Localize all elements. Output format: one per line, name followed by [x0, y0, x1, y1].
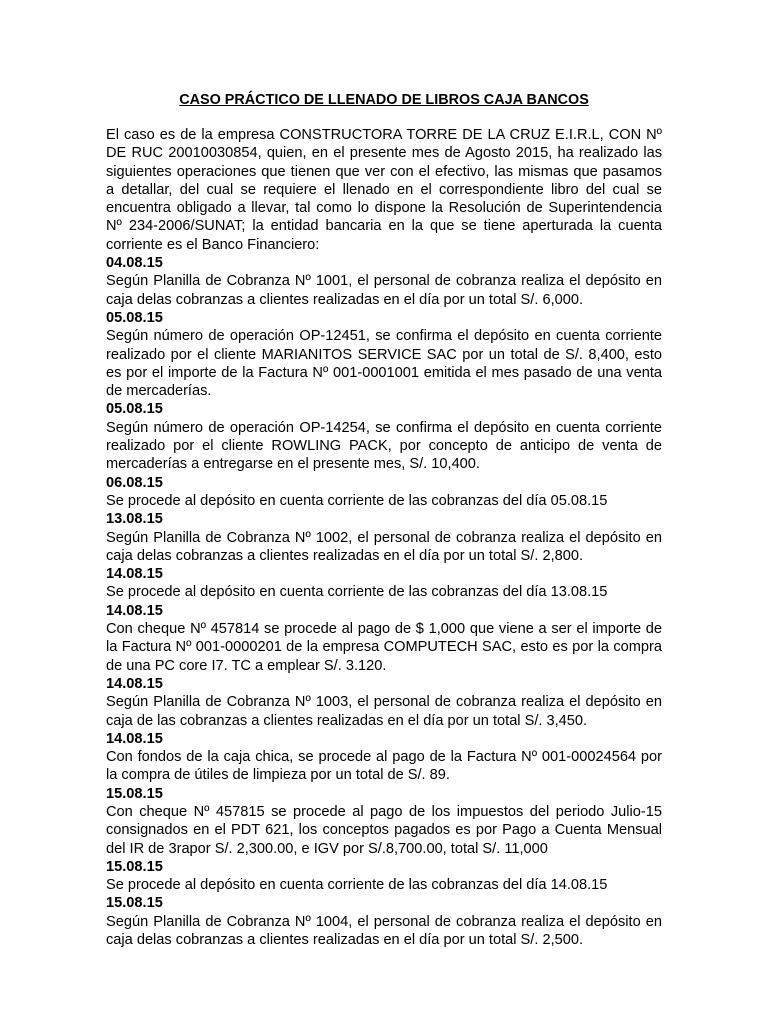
entry-date: 14.08.15: [106, 566, 163, 583]
entry-text: Con cheque Nº 457815 se procede al pago de los impuestos del periodo Julio-15 consignados en el PDT 621, los conceptos pagados es por Pago a Cuenta Mensual del IR de 3rapor S/. 2,300.00, e IGV por S/.8,700.00, total S/. 11,000: [106, 803, 662, 857]
entry-date: 06.08.15: [106, 474, 163, 491]
entry-date: 05.08.15: [106, 401, 163, 418]
entry: [106, 675, 662, 730]
entry-date: 15.08.15: [106, 785, 163, 802]
entry: [106, 602, 662, 675]
entry-text: Se procede al depósito en cuenta corriente de las cobranzas del día 05.08.15: [106, 492, 608, 509]
entry: [106, 894, 662, 949]
entry-date: 05.08.15: [106, 309, 163, 326]
entry: [106, 730, 662, 785]
entry-text: Según Planilla de Cobranza Nº 1004, el personal de cobranza realiza el depósito en caja delas cobranzas a clientes realizadas en el día por un total S/. 2,500.: [106, 913, 662, 949]
entry: [106, 474, 662, 511]
entry-date: 15.08.15: [106, 858, 163, 875]
document-page: [106, 90, 662, 949]
entry-text: Según Planilla de Cobranza Nº 1003, el personal de cobranza realiza el depósito en caja de las cobranzas a clientes realizadas en el día por un total S/. 3,450.: [106, 694, 662, 729]
entry-text: Se procede al depósito en cuenta corriente de las cobranzas del día 13.08.15: [106, 584, 608, 601]
entry-text: Se procede al depósito en cuenta corriente de las cobranzas del día 14.08.15: [106, 877, 608, 894]
entry-list: [106, 254, 662, 949]
entry-text: Con fondos de la caja chica, se procede al pago de la Factura Nº 001-00024564 por la compra de útiles de limpieza por un total de S/. 89.: [106, 749, 662, 784]
entry-date: 14.08.15: [106, 730, 163, 747]
entry-date: 13.08.15: [106, 511, 163, 528]
document-title: CASO PRÁCTICO DE LLENADO DE LIBROS CAJA BANCOS: [179, 92, 589, 108]
entry: [106, 785, 662, 858]
entry-text: Según número de operación OP-14254, se confirma el depósito en cuenta corriente realizado por el cliente ROWLING PACK, por concepto de anticipo de venta de mercaderías a entregarse en el presente mes, S/. 10,400.: [106, 419, 662, 473]
entry-text: Con cheque Nº 457814 se procede al pago de $ 1,000 que viene a ser el importe de la Factura Nº 001-0000201 de la empresa COMPUTECH SAC, esto es por la compra de una PC core I7. TC a emplear S/. 3.120.: [106, 621, 662, 674]
intro-paragraph: El caso es de la empresa CONSTRUCTORA TORRE DE LA CRUZ E.I.R.L, CON Nº DE RUC 20010030854, quien, en el presente mes de Agosto 2015, ha realizado las siguientes operaciones que tienen que ver con el efectivo, las mismas que pasamos a detallar, del cual se requiere el llenado en el correspondiente libro del cual se encuentra obligado a llevar, tal como lo dispone la Resolución de Superintendencia Nº 234-2006/SUNAT; la entidad bancaria en la que se tiene aperturada la cuenta corriente es el Banco Financiero:: [106, 127, 662, 253]
entry: [106, 510, 662, 565]
entry-text: Según número de operación OP-12451, se confirma el depósito en cuenta corriente realizado por el cliente MARIANITOS SERVICE SAC por un total de S/. 8,400, esto es por el importe de la Factura Nº 001-0001001 emitida el mes pasado de una venta de mercaderías.: [106, 328, 662, 400]
entry-date: 04.08.15: [106, 255, 163, 272]
entry: [106, 254, 662, 309]
entry-date: 15.08.15: [106, 895, 163, 912]
entry: [106, 565, 662, 602]
entry-text: Según Planilla de Cobranza Nº 1001, el personal de cobranza realiza el depósito en caja delas cobranzas a clientes realizadas en el día por un total S/. 6,000.: [106, 273, 662, 308]
entry: [106, 400, 662, 473]
entry: [106, 309, 662, 400]
entry-text: Según Planilla de Cobranza Nº 1002, el personal de cobranza realiza el depósito en caja delas cobranzas a clientes realizadas en el día por un total S/. 2,800.: [106, 529, 662, 564]
entry-date: 14.08.15: [106, 675, 163, 692]
entry-date: 14.08.15: [106, 602, 163, 619]
entry: [106, 858, 662, 895]
